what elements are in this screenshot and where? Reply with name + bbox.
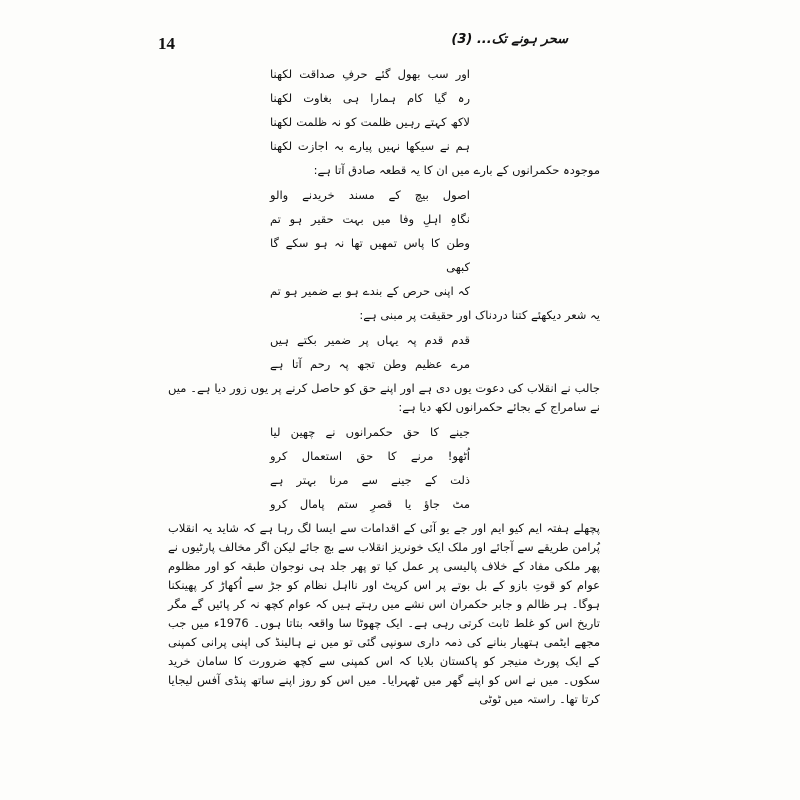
poem4-line: اُٹھو! مرنے کا حق استعمال کرو (270, 449, 470, 463)
paragraph-line: سے آجائے اور ملک ایک خونریز انقلاب سے بچ جائے لیکن اگر مخالف پارٹیوں نے پھر ملکی مفاد کے خلاف پالیسی (168, 540, 600, 573)
poem2-line: کہ اپنی حرص کے بندے ہو بے ضمیر ہو تم (270, 284, 470, 298)
paragraph-line: پچھلے ہفتہ ایم کیو ایم اور جے یو آئی کے اقدامات سے ایسا لگ رہا ہے کہ شاید یہ انقلاب پُرامن طریقے (168, 521, 600, 554)
prose-line: جالب نے انقلاب کی دعوت یوں دی ہے اور اپنے حق کو حاصل کرنے پر یوں زور دیا ہے۔ میں نے (168, 381, 600, 414)
paragraph-line: اُکھاڑ کر پھینکنا ہوگا۔ ہر ظالم و جابر حکمران اس نشے میں رہتے ہیں کہ عوام کچھ نہ کر پائیں گے مگر تاریخ اس کو غلط ثابت (168, 578, 600, 630)
poem3-line: قدم قدم پہ یہاں پر ضمیر بکتے ہیں (270, 333, 470, 347)
poem3-line: مرے عظیم وطن تجھ پہ رحم آتا ہے (270, 357, 470, 371)
intro-text: موجودہ حکمرانوں کے بارے میں ان کا یہ قطعہ صادق آتا ہے: (313, 163, 600, 177)
running-title: سحر ہونے تک... (3) (451, 32, 568, 47)
poem3 (270, 328, 470, 376)
intro-paragraph (168, 379, 600, 417)
paragraph-line: سکوں۔ میں نے اس کو اپنے گھر میں ٹھہرایا۔ میں اس کو روز اپنے ساتھ پنڈی آفس لیجایا کرتا تھا۔ راستہ میں ٹوٹی (168, 673, 600, 706)
poem4-line: مٹ جاؤ یا قصرِ ستم پامال کرو (270, 497, 470, 511)
poem1-line: رہ گیا کام ہمارا ہی بغاوت لکھنا (270, 91, 470, 105)
poem1-line: ہم نے سیکھا نہیں پیارے بہ اجازت لکھنا (270, 139, 470, 153)
page-number: 14 (158, 34, 175, 53)
paragraph-line: پر عمل کیا تو پھر جلد ہی نوجوان طبقہ کو اور مظلوم عوام کو قوتِ بازو کے بل بوتے پر اس کرپٹ اور نااہل نظام کو جڑ سے (168, 559, 600, 592)
poem1-line: لاکھ کہتے رہیں ظلمت کو نہ ظلمت لکھنا (270, 115, 470, 129)
paragraph-line: کرتی رہی ہے۔ ایک چھوٹا سا واقعہ بتاتا ہوں۔ 1976ء میں جب مجھے ایٹمی ہتھیار بنانے کی ذمہ داری سونپی گئی تو (168, 616, 601, 649)
poem4-line: جینے کا حق حکمرانوں نے چھین لیا (270, 425, 470, 439)
body-paragraph (168, 519, 600, 709)
poem2-line: وطن کا پاس تمھیں تھا نہ ہو سکے گا کبھی (270, 236, 470, 274)
poem4-line: ذلت کے جینے سے مرنا بہتر ہے (270, 473, 470, 487)
prose-line: سامراج کے بجائے حکمرانوں لکھ دیا ہے: (398, 400, 587, 414)
poem1-line: اور سب بھول گئے حرفِ صداقت لکھنا (270, 67, 470, 81)
poem2-line: اصول بیچ کے مسند خریدنے والو (270, 188, 470, 202)
poem4 (270, 420, 470, 516)
paragraph-line: میں نے ہالینڈ کی اپنی پرانی کمپنی کے ایک پورٹ منیجر کو پاکستان بلایا کہ اس کمپنی سے کچھ ضرورت کا سامان خرید (168, 635, 600, 668)
poem2-line: نگاہِ اہلِ وفا میں بہت حقیر ہو تم (270, 212, 470, 226)
poem1 (270, 62, 470, 158)
intro-text: یہ شعر دیکھئے کتنا دردناک اور حقیقت پر مبنی ہے: (359, 308, 600, 322)
poem2 (270, 183, 470, 303)
